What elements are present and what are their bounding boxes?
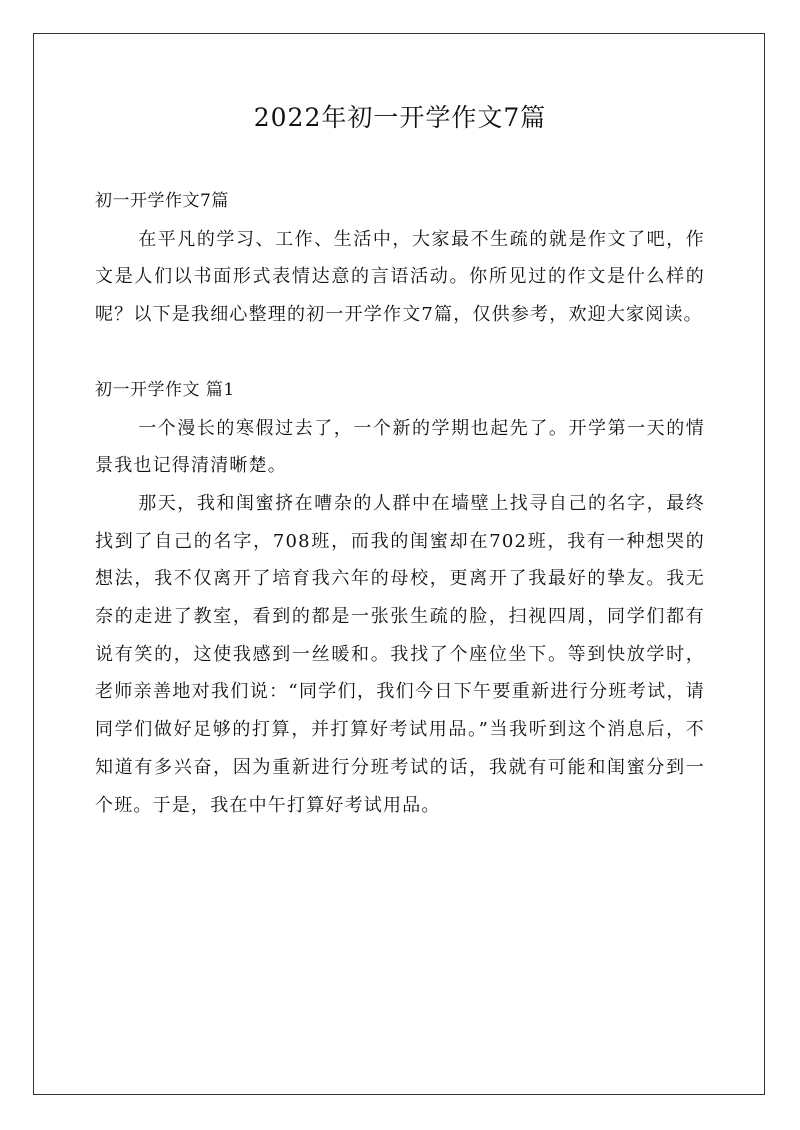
essay1-paragraph-2: 那天，我和闺蜜挤在嘈杂的人群中在墙壁上找寻自己的名字，最终找到了自己的名字，708班，而我的闺蜜却在702班，我有一种想哭的想法，我不仅离开了培育我六年的母校，更离开了我最好的挚友。我无奈的走进了教室，看到的都是一张张生疏的脸，扫视四周，同学们都有说有笑的，这使我感到一丝暖和。我找了个座位坐下。等到快放学时，老师亲善地对我们说：“同学们，我们今日下午要重新进行分班考试，请同学们做好足够的打算，并打算好考试用品。”当我听到这个消息后，不知道有多兴奋，因为重新进行分班考试的话，我就有可能和闺蜜分到一个班。于是，我在中午打算好考试用品。 [95,492,705,816]
intro-paragraph: 在平凡的学习、工作、生活中，大家最不生疏的就是作文了吧，作文是人们以书面形式表情达意的言语活动。你所见过的作文是什么样的呢？以下是我细心整理的初一开学作文7篇，仅供参考，欢迎大家阅读。 [95,228,705,326]
essay1-heading: 初一开学作文 篇1 [95,379,235,400]
document-body [95,183,705,824]
section-spacer [95,334,705,372]
intro-heading: 初一开学作文7篇 [95,191,229,211]
essay1-paragraph-1: 一个漫长的寒假过去了，一个新的学期也起先了。开学第一天的情景我也记得清清晰楚。 [95,417,705,477]
document-title: 2022年初一开学作文7篇 [253,103,547,132]
